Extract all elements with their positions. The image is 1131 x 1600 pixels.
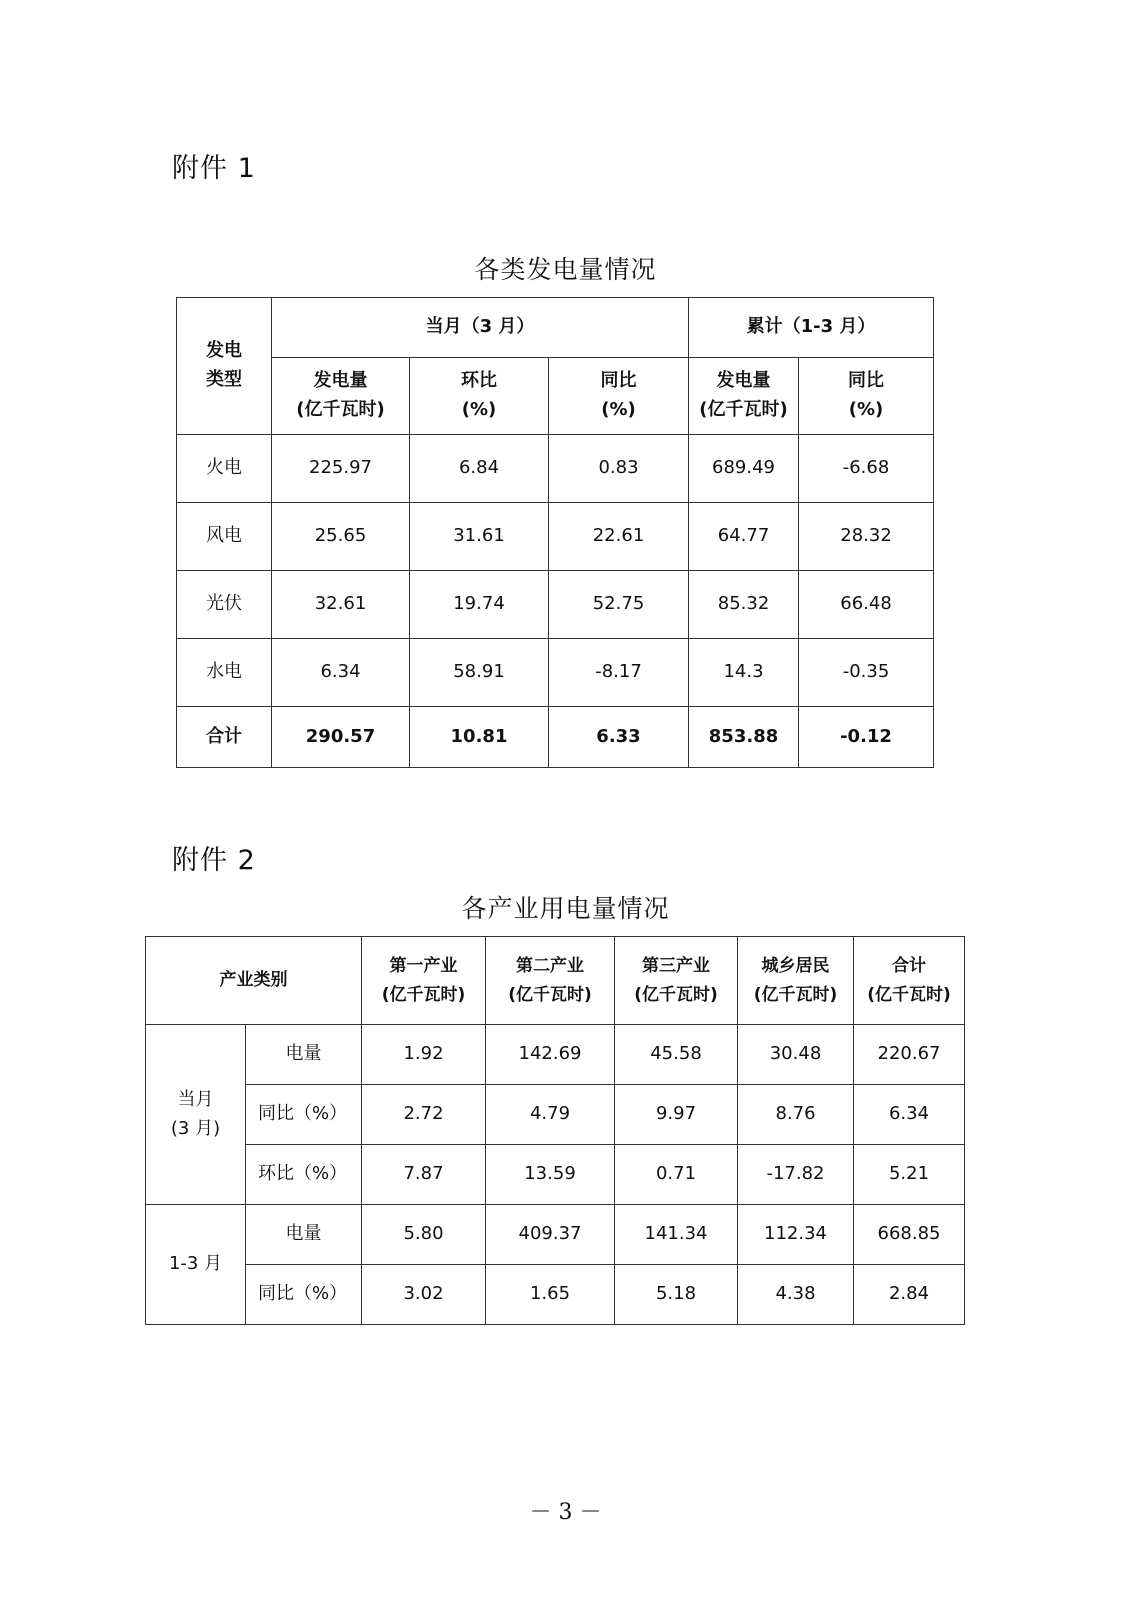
cell-cumulative-yoy: -0.12 [799,707,934,768]
table-row [177,639,934,707]
header-residential [738,937,854,1025]
cell-tertiary: 9.97 [615,1085,738,1145]
cell-cumulative-generation: 14.3 [689,639,799,707]
cell-mom: 10.81 [410,707,549,768]
cell-yoy: -8.17 [549,639,689,707]
cell-generation: 6.34 [272,639,410,707]
row-type: 火电 [177,435,272,503]
header-primary-label: 第一产业 [389,956,458,977]
attachment2-title: 各产业用电量情况 [461,894,670,923]
header-yoy [549,358,689,435]
group-current-month [146,1025,246,1205]
header-cumulative: 累计（1-3 月） [689,298,934,358]
cell-cumulative-yoy: -0.35 [799,639,934,707]
row-type: 光伏 [177,571,272,639]
header-tertiary-unit: (亿千瓦时) [634,984,718,1005]
row-type: 水电 [177,639,272,707]
cell-total: 668.85 [854,1205,965,1265]
cell-mom: 6.84 [410,435,549,503]
row-type: 风电 [177,503,272,571]
cell-yoy: 6.33 [549,707,689,768]
cell-secondary: 4.79 [486,1085,615,1145]
header-generation [272,358,410,435]
header-generation-type-line1: 发电 [206,340,242,362]
group-year-to-date: 1-3 月 [146,1205,246,1325]
header-residential-unit: (亿千瓦时) [753,984,838,1005]
total-row [177,707,934,768]
page-number: － 3 － [529,1500,602,1525]
cell-yoy: 52.75 [549,571,689,639]
table-row [146,1205,965,1265]
header-category: 产业类别 [146,937,362,1025]
cell-primary: 5.80 [362,1205,486,1265]
cell-total: 220.67 [854,1025,965,1085]
cell-cumulative-yoy: 28.32 [799,503,934,571]
row-metric: 同比（%） [246,1085,362,1145]
cell-yoy: 22.61 [549,503,689,571]
generation-table [176,297,934,768]
cell-mom: 58.91 [410,639,549,707]
header-total-label: 合计 [892,956,926,977]
cell-secondary: 409.37 [486,1205,615,1265]
header-total [854,937,965,1025]
header-cumulative-yoy-unit: (%) [848,399,884,420]
group-current-month-line1: 当月 [177,1088,214,1110]
cell-generation: 290.57 [272,707,410,768]
consumption-table [145,936,965,1325]
header-generation-label: 发电量 [313,370,368,392]
table-row [146,1145,965,1205]
header-generation-type [177,298,272,435]
cell-secondary: 142.69 [486,1025,615,1085]
header-secondary-unit: (亿千瓦时) [508,984,592,1005]
cell-residential: -17.82 [738,1145,854,1205]
table-row [177,503,934,571]
cell-primary: 3.02 [362,1265,486,1325]
cell-cumulative-generation: 85.32 [689,571,799,639]
cell-mom: 19.74 [410,571,549,639]
cell-secondary: 1.65 [486,1265,615,1325]
header-current-month: 当月（3 月） [272,298,689,358]
cell-residential: 8.76 [738,1085,854,1145]
header-secondary [486,937,615,1025]
cell-primary: 2.72 [362,1085,486,1145]
cell-total: 2.84 [854,1265,965,1325]
table-row [177,571,934,639]
cell-generation: 225.97 [272,435,410,503]
header-primary-unit: (亿千瓦时) [381,984,466,1005]
cell-primary: 1.92 [362,1025,486,1085]
header-cumulative-generation [689,358,799,435]
cell-tertiary: 0.71 [615,1145,738,1205]
table-row [146,1085,965,1145]
cell-tertiary: 45.58 [615,1025,738,1085]
header-cumulative-generation-label: 发电量 [716,370,771,392]
header-generation-type-line2: 类型 [206,369,242,390]
header-generation-unit: (亿千瓦时) [296,399,385,420]
header-tertiary-label: 第三产业 [642,956,710,977]
row-metric: 电量 [246,1205,362,1265]
table-row [146,1265,965,1325]
header-cumulative-yoy [799,358,934,435]
cell-total: 6.34 [854,1085,965,1145]
header-secondary-label: 第二产业 [516,956,584,977]
header-residential-label: 城乡居民 [761,956,830,977]
header-yoy-unit: (%) [601,399,636,420]
attachment2-label: 附件 2 [172,845,256,876]
cell-secondary: 13.59 [486,1145,615,1205]
cell-residential: 30.48 [738,1025,854,1085]
cell-cumulative-generation: 853.88 [689,707,799,768]
cell-cumulative-yoy: -6.68 [799,435,934,503]
cell-cumulative-yoy: 66.48 [799,571,934,639]
row-metric: 同比（%） [246,1265,362,1325]
attachment1-label: 附件 1 [172,153,256,184]
cell-cumulative-generation: 64.77 [689,503,799,571]
cell-residential: 4.38 [738,1265,854,1325]
header-primary [362,937,486,1025]
header-yoy-label: 同比 [600,370,637,392]
cell-generation: 32.61 [272,571,410,639]
table-row [146,1025,965,1085]
cell-tertiary: 141.34 [615,1205,738,1265]
cell-cumulative-generation: 689.49 [689,435,799,503]
header-cumulative-generation-unit: (亿千瓦时) [699,399,788,420]
header-mom-label: 环比 [461,370,497,392]
cell-total: 5.21 [854,1145,965,1205]
table-row [177,435,934,503]
cell-tertiary: 5.18 [615,1265,738,1325]
header-tertiary [615,937,738,1025]
row-type: 合计 [177,707,272,768]
header-mom [410,358,549,435]
row-metric: 环比（%） [246,1145,362,1205]
cell-mom: 31.61 [410,503,549,571]
header-total-unit: (亿千瓦时) [867,984,951,1005]
attachment1-title: 各类发电量情况 [474,255,657,284]
header-mom-unit: (%) [461,399,497,420]
group-current-month-line2: (3 月) [170,1117,221,1139]
cell-residential: 112.34 [738,1205,854,1265]
cell-yoy: 0.83 [549,435,689,503]
header-cumulative-yoy-label: 同比 [848,370,885,392]
cell-generation: 25.65 [272,503,410,571]
cell-primary: 7.87 [362,1145,486,1205]
row-metric: 电量 [246,1025,362,1085]
